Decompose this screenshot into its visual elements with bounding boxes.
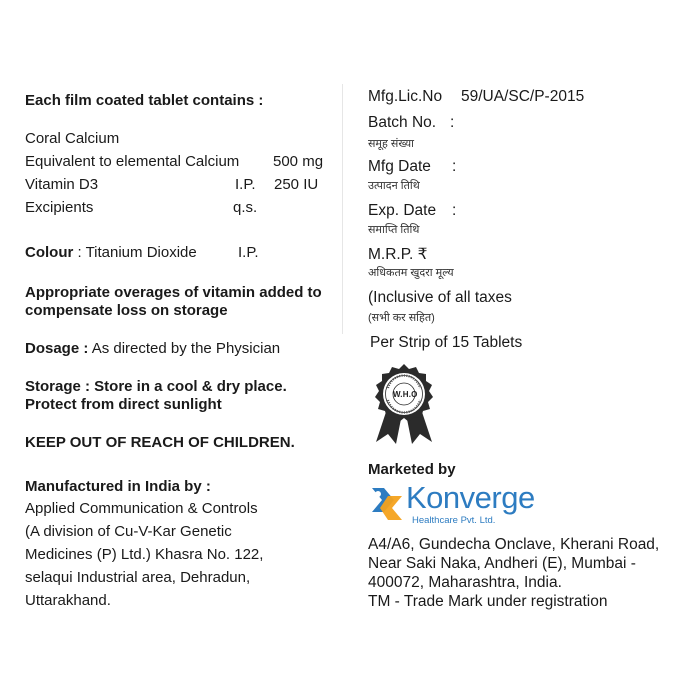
mfr-line-4: selaqui Industrial area, Dehradun, bbox=[25, 569, 251, 586]
mfg-lic-label: Mfg.Lic.No bbox=[368, 88, 443, 105]
mfg-date-colon: : bbox=[452, 158, 457, 175]
konverge-brand: Konverge bbox=[406, 480, 535, 515]
mfg-date-hindi: उत्पादन तिथि bbox=[368, 180, 420, 192]
batch-label: Batch No. bbox=[368, 114, 437, 131]
equivalent-value: 500 mg bbox=[273, 153, 324, 170]
mfg-date-label: Mfg Date bbox=[368, 158, 431, 175]
inclusive-taxes: (Inclusive of all taxes bbox=[368, 289, 512, 306]
contents-heading: Each film coated tablet contains : bbox=[25, 92, 264, 109]
dosage-label: Dosage : bbox=[25, 340, 89, 357]
address-line-2: Near Saki Naka, Andheri (E), Mumbai - bbox=[368, 555, 636, 572]
who-label: W.H.O bbox=[393, 390, 418, 399]
mrp-hindi: अधिकतम खुदरा मूल्य bbox=[368, 267, 454, 279]
who-seal-icon bbox=[366, 362, 442, 446]
coral-calcium: Coral Calcium bbox=[25, 130, 120, 147]
mfr-line-1: Applied Communication & Controls bbox=[25, 500, 258, 517]
storage-line-2: Protect from direct sunlight bbox=[25, 396, 222, 413]
batch-hindi: समूह संख्या bbox=[368, 138, 415, 150]
address-line-1: A4/A6, Gundecha Onclave, Kherani Road, bbox=[368, 536, 660, 553]
colour-label: Colour bbox=[25, 244, 74, 261]
keep-out-warning: KEEP OUT OF REACH OF CHILDREN. bbox=[25, 434, 295, 451]
vitamin-label: Vitamin D3 bbox=[25, 176, 99, 193]
equivalent-label: Equivalent to elemental Calcium bbox=[25, 153, 240, 170]
per-strip: Per Strip of 15 Tablets bbox=[370, 334, 523, 351]
excipients-value: q.s. bbox=[233, 199, 258, 216]
trademark-note: TM - Trade Mark under registration bbox=[368, 593, 608, 610]
mrp-label: M.R.P. ₹ bbox=[368, 246, 428, 263]
mfr-line-5: Uttarakhand. bbox=[25, 592, 111, 609]
vitamin-value: 250 IU bbox=[274, 176, 319, 193]
konverge-tagline: Healthcare Pvt. Ltd. bbox=[412, 515, 496, 526]
excipients-label: Excipients bbox=[25, 199, 94, 216]
dosage-row bbox=[25, 340, 280, 357]
konverge-logo bbox=[366, 478, 556, 528]
colour-row bbox=[25, 244, 197, 261]
colour-value: : Titanium Dioxide bbox=[77, 244, 197, 261]
mfr-line-2: (A division of Cu-V-Kar Genetic bbox=[25, 523, 232, 540]
who-badge bbox=[366, 362, 442, 446]
marketed-heading: Marketed by bbox=[368, 461, 456, 478]
colour-ip: I.P. bbox=[238, 244, 259, 261]
batch-colon: : bbox=[450, 114, 455, 131]
vitamin-ip: I.P. bbox=[235, 176, 256, 193]
mfg-lic-value: 59/UA/SC/P-2015 bbox=[461, 88, 585, 105]
column-divider bbox=[342, 84, 343, 334]
storage-line-1: Storage : Store in a cool & dry place. bbox=[25, 378, 287, 395]
manufactured-heading: Manufactured in India by : bbox=[25, 478, 211, 495]
exp-date-label: Exp. Date bbox=[368, 202, 437, 219]
exp-date-hindi: समाप्ति तिथि bbox=[368, 224, 420, 236]
inclusive-hindi: (सभी कर सहित) bbox=[368, 312, 435, 324]
overages-line-2: compensate loss on storage bbox=[25, 302, 228, 319]
konverge-mark-icon bbox=[368, 482, 406, 524]
exp-date-colon: : bbox=[452, 202, 457, 219]
mfr-line-3: Medicines (P) Ltd.) Khasra No. 122, bbox=[25, 546, 264, 563]
overages-line-1: Appropriate overages of vitamin added to bbox=[25, 284, 322, 301]
dosage-value: As directed by the Physician bbox=[91, 340, 281, 357]
address-line-3: 400072, Maharashtra, India. bbox=[368, 574, 562, 591]
